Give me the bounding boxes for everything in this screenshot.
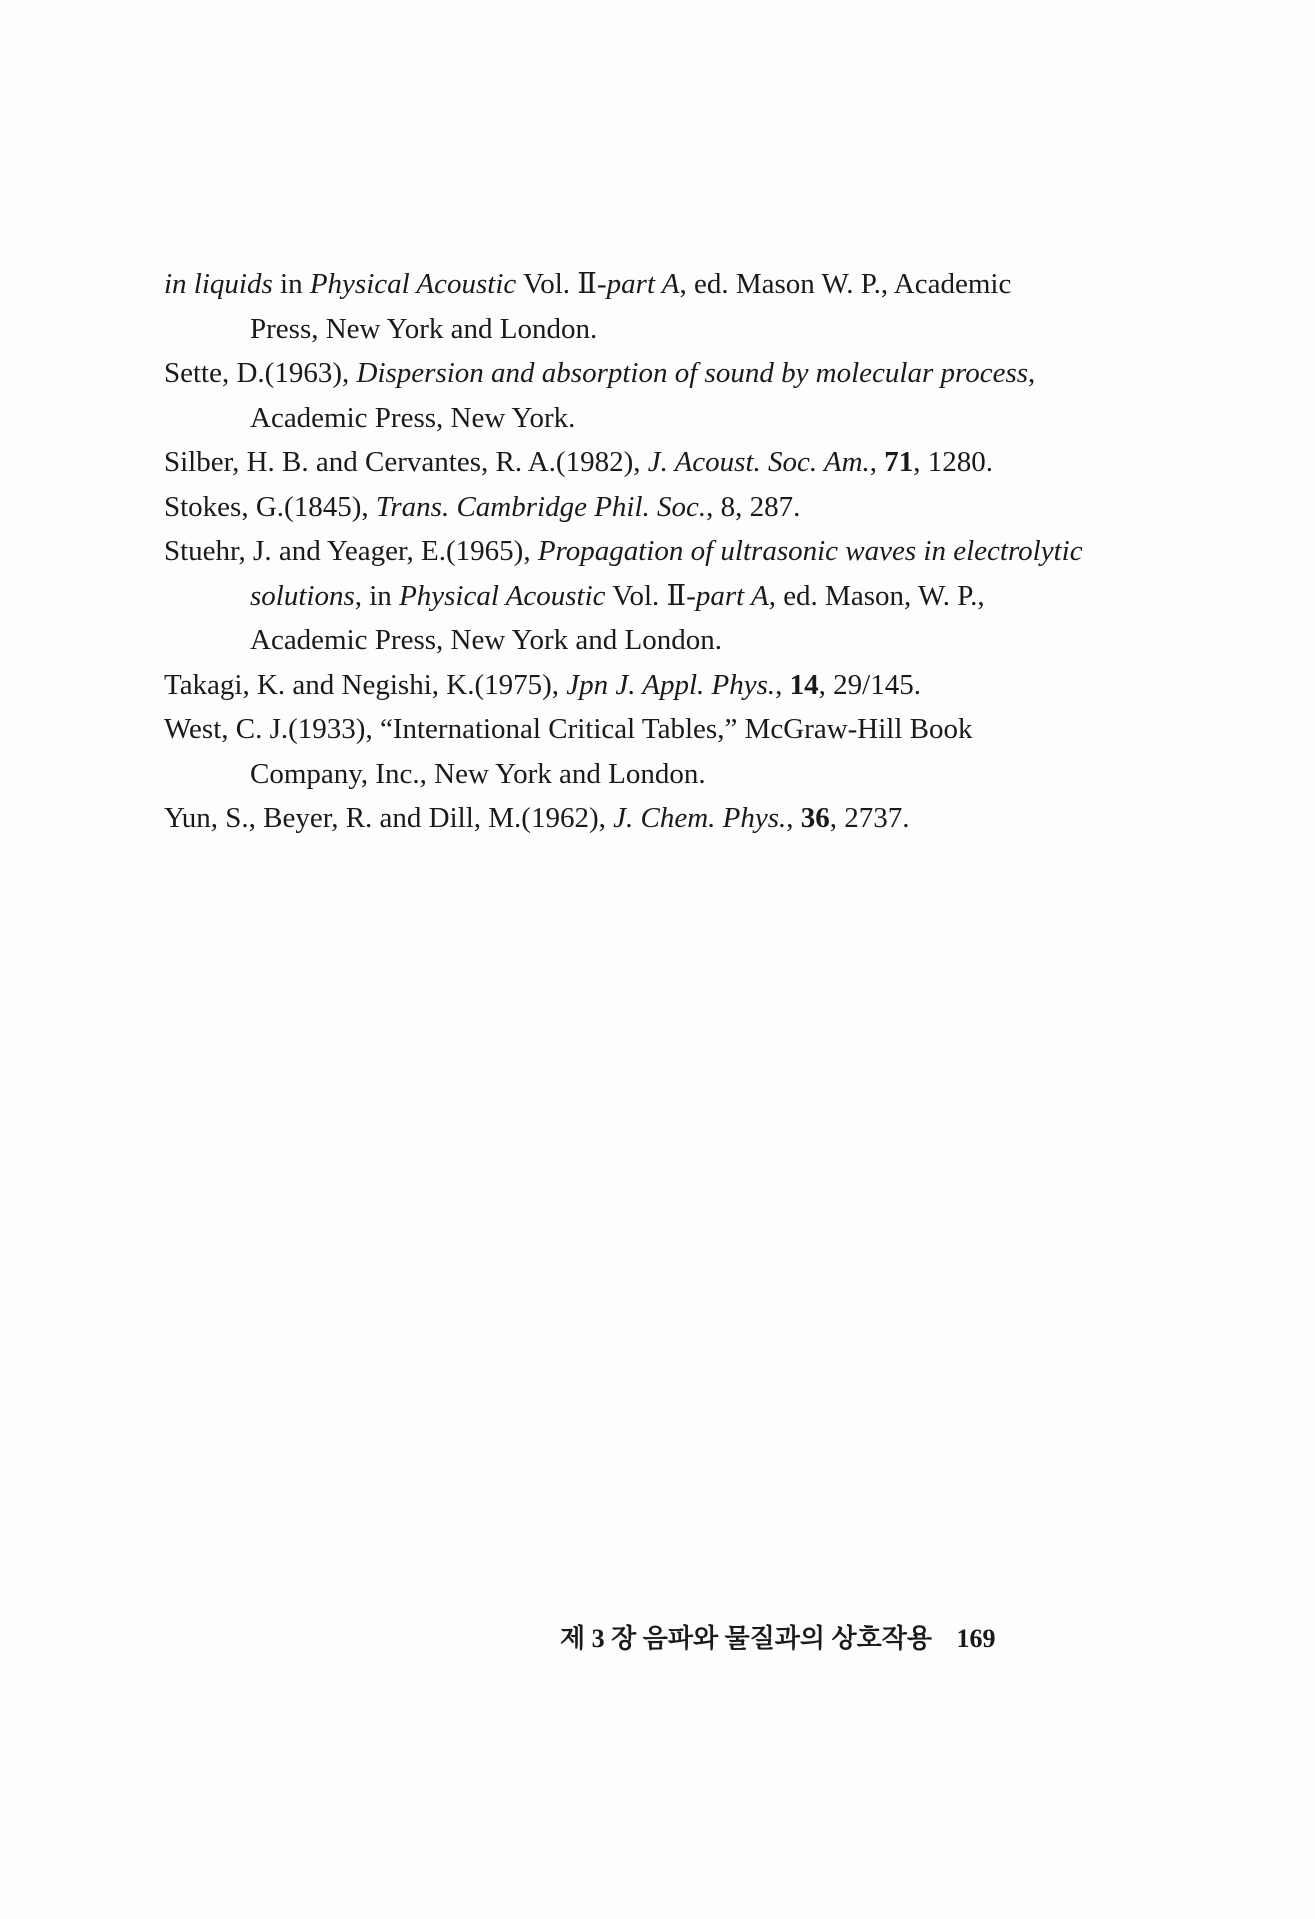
reference-entry — [164, 529, 1084, 663]
reference-text: , — [786, 802, 801, 834]
reference-text: , ed. Mason, W. P., Academic Press, New York and London. — [250, 579, 985, 656]
reference-text: 36 — [800, 802, 830, 834]
reference-entry — [164, 351, 1084, 440]
reference-text: , — [869, 446, 885, 478]
reference-text: Silber, H. B. and Cervantes, R. A.(1982), — [164, 446, 648, 478]
reference-text: Physical Acoustic — [309, 268, 517, 300]
reference-text: in — [272, 268, 310, 300]
reference-text: , 1280. — [913, 446, 994, 478]
reference-text: J. Acoust. Soc. Am. — [647, 446, 870, 478]
reference-text: Vol. — [516, 268, 578, 300]
reference-entry — [164, 485, 1084, 530]
reference-text: Sette, D.(1963), — [164, 357, 357, 389]
reference-text: , 2737. — [829, 802, 910, 834]
reference-text: , 29/145. — [818, 668, 921, 701]
reference-text: , in — [354, 579, 400, 612]
reference-entry — [164, 440, 1084, 485]
reference-text: Ⅱ — [666, 579, 687, 612]
reference-entry — [164, 707, 1084, 796]
reference-text: West, C. J.(1933), “International Critical Tables,” McGraw-Hill Book Company, Inc., New York and London. — [164, 713, 973, 790]
reference-text: in liquids — [164, 268, 273, 300]
reference-text: , Academic Press, New York. — [250, 357, 1036, 434]
reference-text: Physical Acoustic — [399, 579, 606, 612]
reference-text: Stokes, G.(1845), — [164, 490, 376, 523]
reference-text: Dispersion and absorption of sound by molecular process — [356, 357, 1029, 389]
reference-text: Propagation of ultrasonic waves in electrolytic solutions — [250, 535, 1083, 612]
reference-text: -part A — [597, 268, 680, 300]
chapter-title: 제 3 장 음파와 물질과의 상호작용 — [560, 1624, 933, 1653]
page-number: 169 — [956, 1624, 996, 1653]
reference-text: , 8, 287. — [706, 490, 801, 523]
reference-text: Vol. — [605, 579, 667, 612]
reference-text: -part A — [686, 579, 769, 612]
reference-entry — [164, 796, 1084, 841]
reference-text: Yun, S., Beyer, R. and Dill, M.(1962), — [164, 802, 614, 834]
reference-text: Ⅱ — [577, 268, 597, 300]
reference-text: Jpn J. Appl. Phys. — [566, 668, 776, 701]
reference-text: 71 — [884, 446, 914, 478]
reference-entry — [164, 262, 1084, 351]
reference-list — [164, 262, 1084, 841]
reference-text: Takagi, K. and Negishi, K.(1975), — [164, 668, 567, 701]
reference-text: J. Chem. Phys. — [613, 802, 787, 834]
reference-text: , — [775, 668, 790, 701]
reference-text: , ed. Mason W. P., Academic Press, New York and London. — [250, 268, 1012, 345]
reference-text: 14 — [789, 668, 819, 701]
reference-text: Stuehr, J. and Yeager, E.(1965), — [164, 535, 538, 567]
reference-entry — [164, 663, 1084, 708]
reference-text: Trans. Cambridge Phil. Soc. — [375, 490, 707, 523]
page-footer — [560, 1618, 1060, 1655]
